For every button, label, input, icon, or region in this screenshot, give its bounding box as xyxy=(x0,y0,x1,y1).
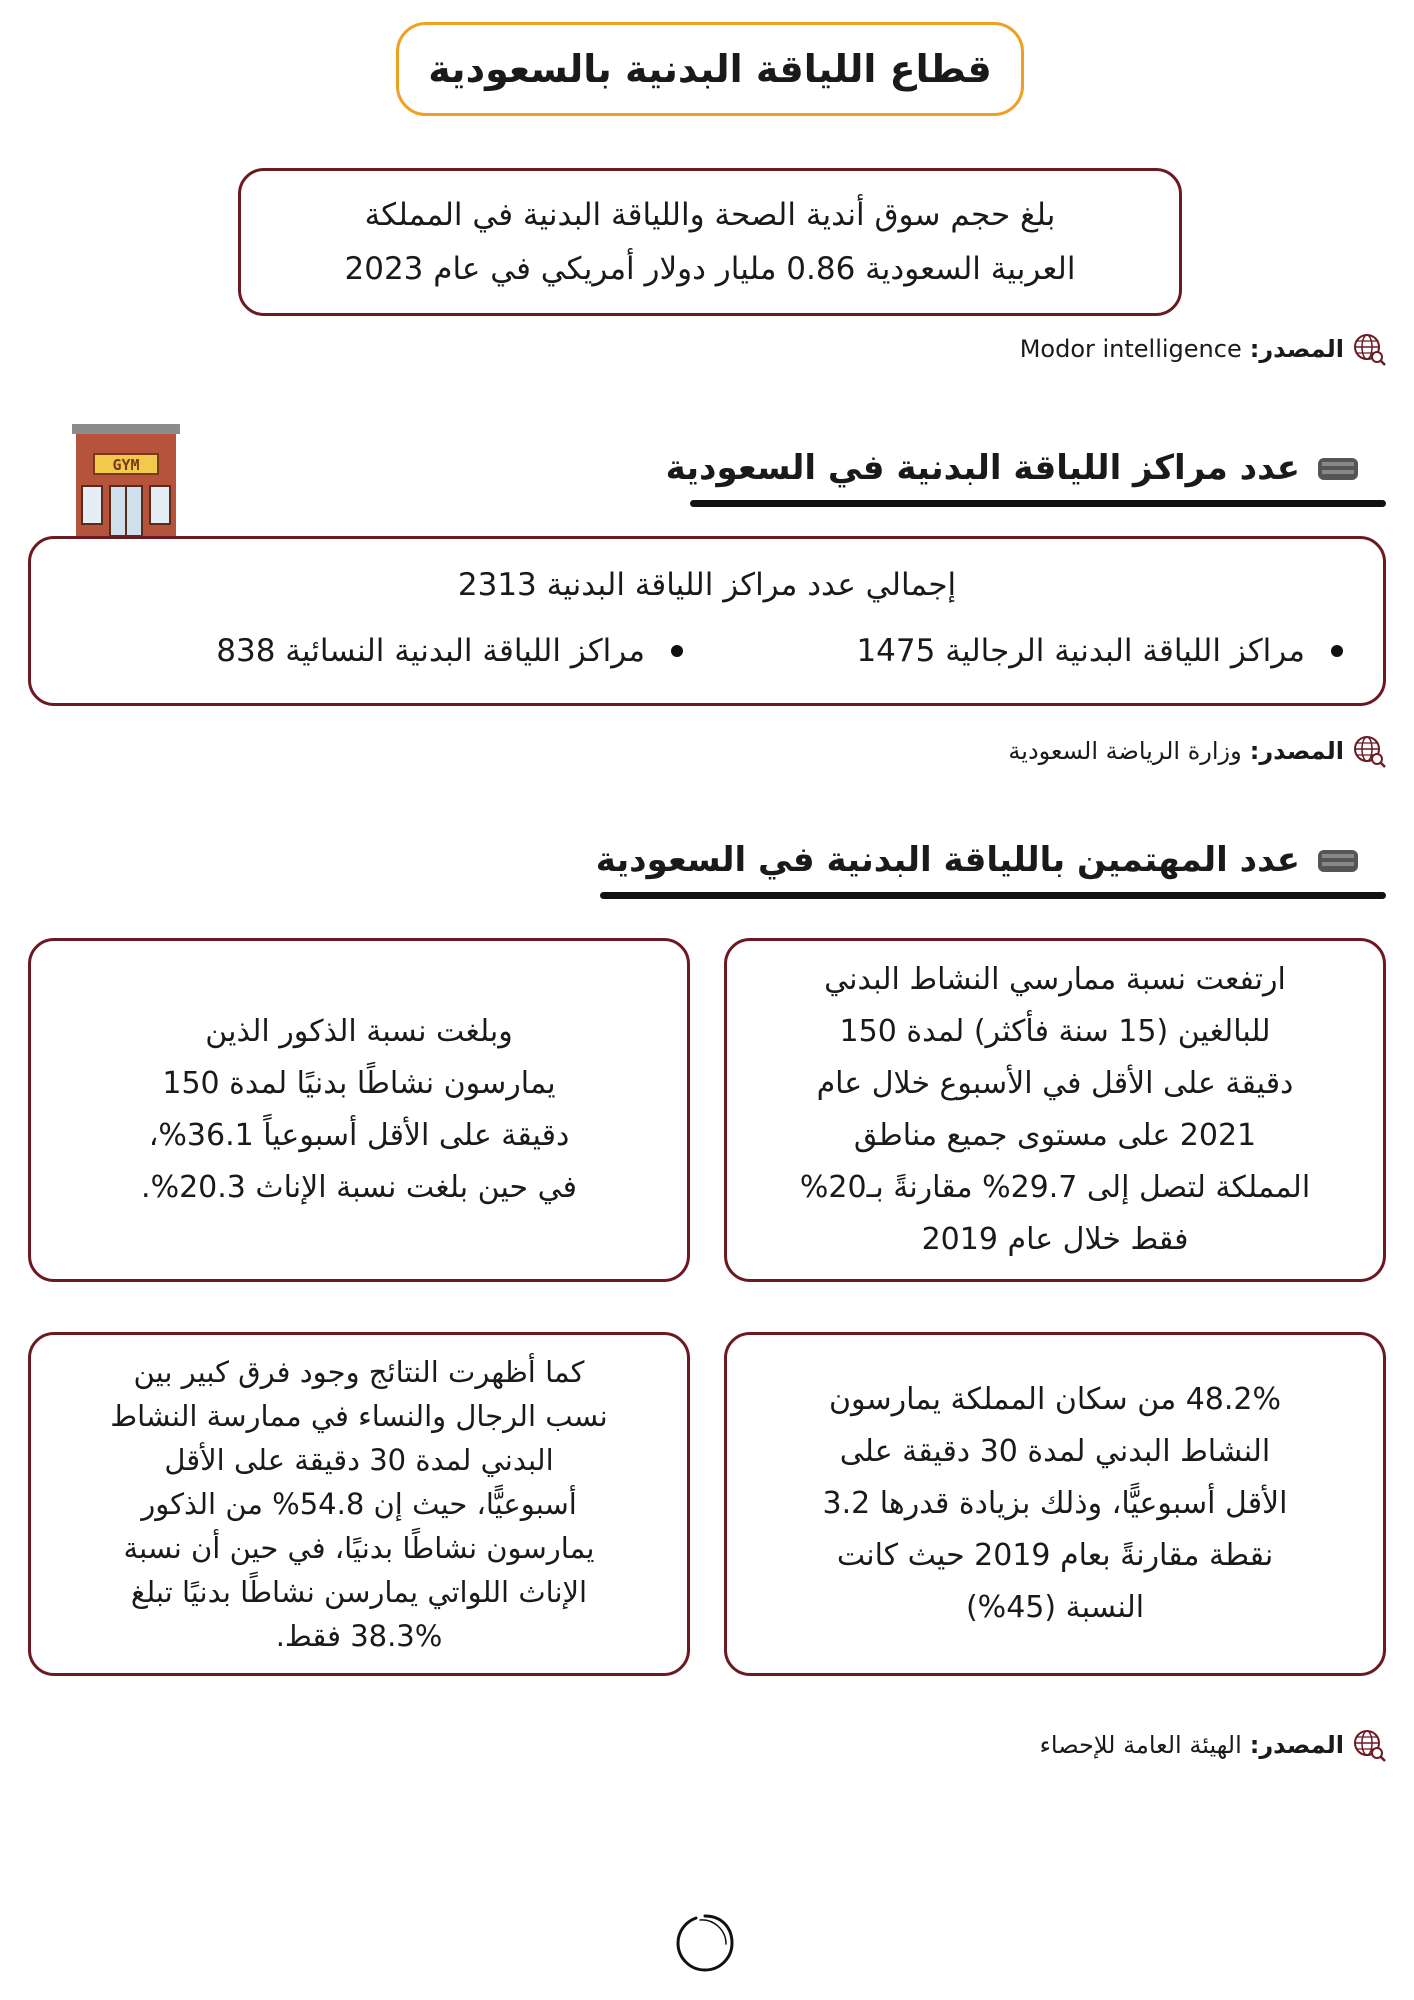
text-line: للبالغين (15 سنة فأكثر) لمدة 150 xyxy=(839,1014,1271,1049)
total-gyms: إجمالي عدد مراكز اللياقة البدنية 2313 xyxy=(457,567,957,603)
stat-card-top-left xyxy=(28,938,690,1282)
gym-sign-text: GYM xyxy=(112,456,140,474)
text-line: نسب الرجال والنساء في ممارسة النشاط xyxy=(110,1399,608,1433)
stat-card-bottom-right xyxy=(724,1332,1386,1676)
source-2-text: وزارة الرياضة السعودية xyxy=(1008,737,1242,765)
text-line: 48.2% من سكان المملكة يمارسون xyxy=(829,1382,1281,1417)
text-line: في حين بلغت نسبة الإناث 20.3%. xyxy=(141,1170,577,1205)
bullet-dot xyxy=(671,645,683,657)
text-line: 2021 على مستوى جميع مناطق xyxy=(853,1118,1257,1153)
text-line: دقيقة على الأقل أسبوعياً 36.1%، xyxy=(148,1118,570,1153)
text-line: النشاط البدني لمدة 30 دقيقة على xyxy=(839,1434,1271,1469)
text-line: الإناث اللواتي يمارسن نشاطًا بدنيًا تبلغ xyxy=(130,1575,588,1609)
text-line: فقط خلال عام 2019 xyxy=(921,1222,1189,1257)
bullet-dot xyxy=(1331,645,1343,657)
section1-heading xyxy=(666,448,1362,488)
text-line: يمارسون نشاطًا بدنيًا، في حين أن نسبة xyxy=(123,1531,595,1565)
section2-heading xyxy=(596,840,1362,880)
dumbbell-icon xyxy=(1314,450,1362,486)
globe-search-icon xyxy=(1352,734,1386,768)
men-gyms-text: مراكز اللياقة البدنية الرجالية 1475 xyxy=(856,633,1305,669)
source-label: المصدر: xyxy=(1249,737,1344,765)
gym-counts-card xyxy=(28,536,1386,706)
stat-card-top-left-text xyxy=(141,1006,577,1214)
text-line: وبلغت نسبة الذكور الذين xyxy=(205,1014,513,1049)
source-3-text: الهيئة العامة للإحصاء xyxy=(1039,1731,1242,1759)
market-line-1: بلغ حجم سوق أندية الصحة واللياقة البدنية في المملكة xyxy=(364,197,1056,233)
globe-search-icon xyxy=(1352,332,1386,366)
women-gyms-text: مراكز اللياقة البدنية النسائية 838 xyxy=(216,633,645,669)
market-line-2: العربية السعودية 0.86 مليار دولار أمريكي في عام 2023 xyxy=(344,251,1076,287)
dumbbell-icon xyxy=(1314,842,1362,878)
section2-heading-text: عدد المهتمين باللياقة البدنية في السعودية xyxy=(595,840,1300,880)
women-gyms-item xyxy=(216,625,683,677)
text-line: المملكة لتصل إلى 29.7% مقارنةً بـ20% xyxy=(799,1170,1311,1205)
gym-building-icon xyxy=(72,424,180,536)
stat-card-bottom-left xyxy=(28,1332,690,1676)
source-3 xyxy=(1040,1728,1386,1762)
men-gyms-item xyxy=(856,625,1343,677)
source-1-text: Modor intelligence xyxy=(1019,335,1242,363)
stat-card-bottom-left-text xyxy=(110,1350,607,1658)
text-line: الأقل أسبوعيًّا، وذلك بزيادة قدرها 3.2 xyxy=(822,1486,1288,1521)
globe-search-icon xyxy=(1352,1728,1386,1762)
text-line: نقطة مقارنةً بعام 2019 حيث كانت xyxy=(836,1538,1274,1573)
source-label: المصدر: xyxy=(1249,1731,1344,1759)
section1-heading-underline xyxy=(690,500,1386,507)
section1-heading-text: عدد مراكز اللياقة البدنية في السعودية xyxy=(665,448,1300,488)
stat-card-top-right xyxy=(724,938,1386,1282)
stat-card-top-right-text xyxy=(800,954,1310,1266)
page-title: قطاع اللياقة البدنية بالسعودية xyxy=(396,22,1024,116)
text-line: دقيقة على الأقل في الأسبوع خلال عام xyxy=(816,1066,1294,1101)
text-line: النسبة (45%) xyxy=(965,1590,1145,1625)
source-label: المصدر: xyxy=(1249,335,1344,363)
text-line: البدني لمدة 30 دقيقة على الأقل xyxy=(164,1443,554,1477)
brush-circle-icon xyxy=(672,1910,738,1976)
text-line: يمارسون نشاطًا بدنيًا لمدة 150 xyxy=(162,1066,556,1101)
text-line: ارتفعت نسبة ممارسي النشاط البدني xyxy=(824,962,1286,997)
source-2 xyxy=(1008,734,1386,768)
text-line: كما أظهرت النتائج وجود فرق كبير بين xyxy=(133,1355,585,1389)
source-1 xyxy=(1020,332,1386,366)
section2-heading-underline xyxy=(600,892,1386,899)
text-line: 38.3% فقط. xyxy=(275,1619,443,1653)
stat-card-bottom-right-text xyxy=(823,1374,1288,1634)
text-line: أسبوعيًّا، حيث إن 54.8% من الذكور xyxy=(141,1487,577,1521)
market-size-card xyxy=(238,168,1182,316)
